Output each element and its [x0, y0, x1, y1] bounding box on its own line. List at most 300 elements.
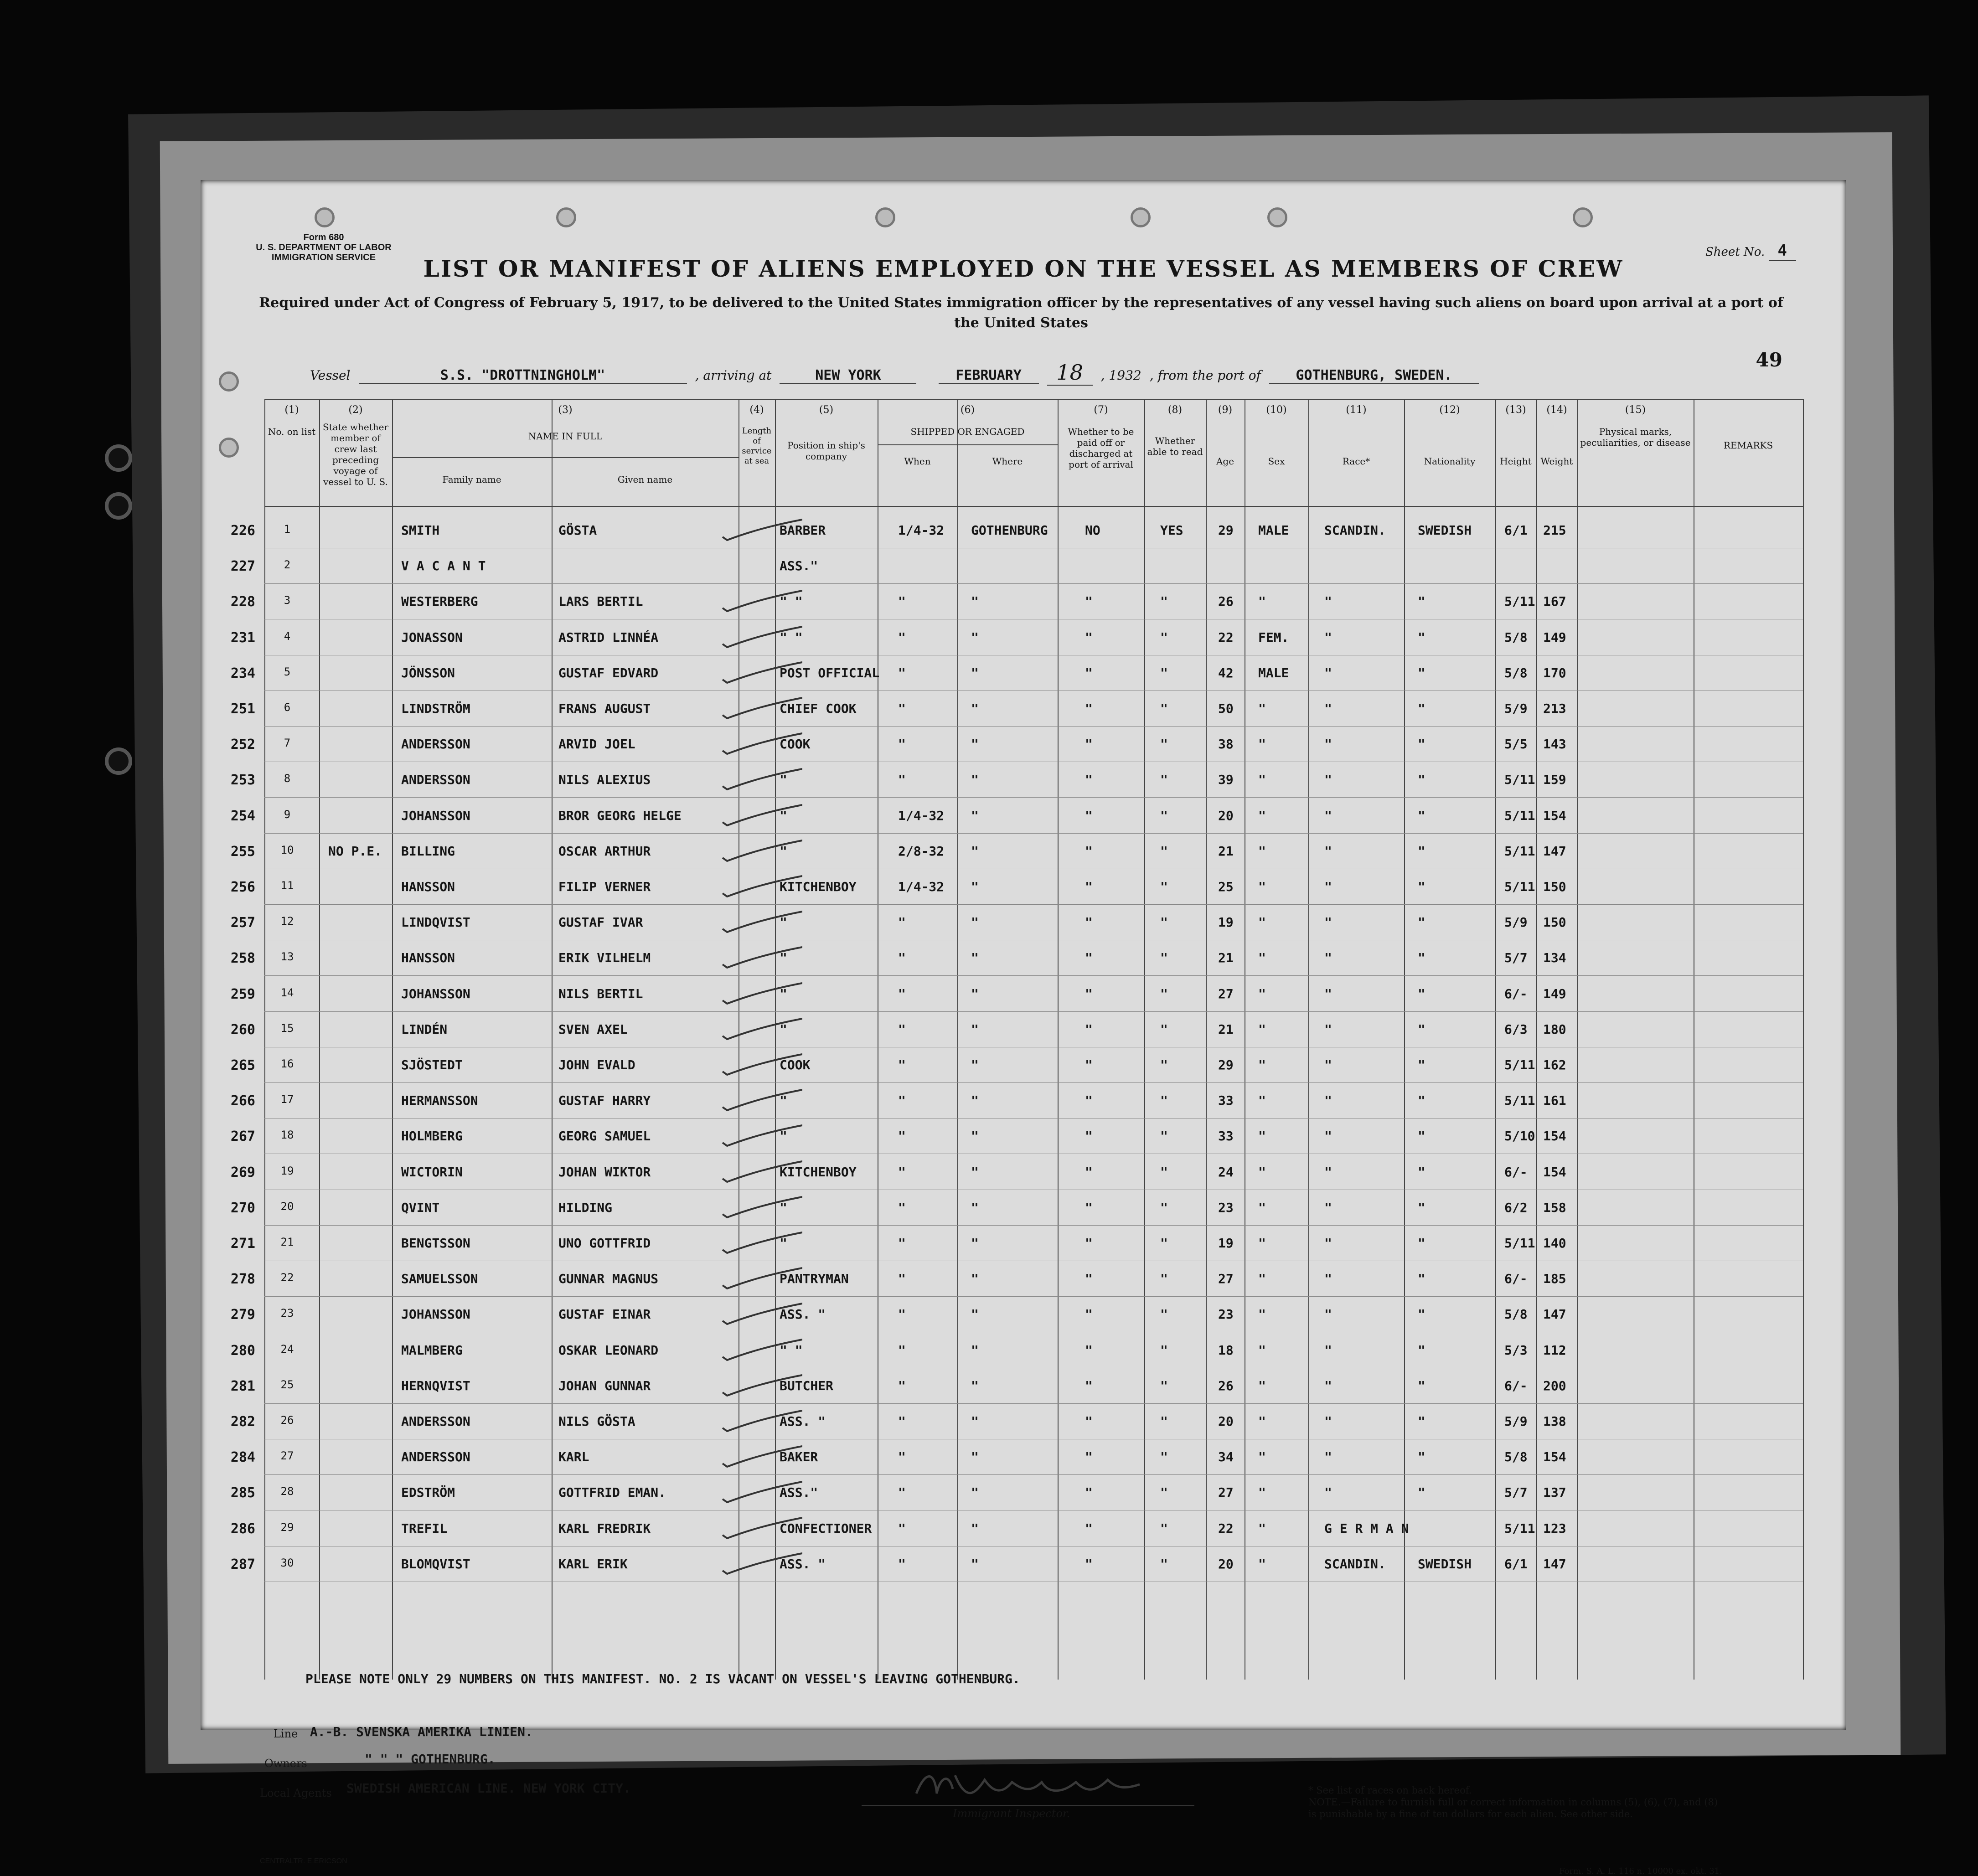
shipped-when: " — [898, 1414, 906, 1429]
shipped-where: " — [971, 1520, 979, 1536]
header-family-name: Family name — [442, 474, 501, 485]
shipped-where: " — [971, 1057, 979, 1072]
nationality: " — [1418, 915, 1425, 930]
paid-off: " — [1085, 1200, 1093, 1215]
sex: " — [1258, 915, 1266, 930]
position: ASS." — [780, 1485, 818, 1500]
race: " — [1324, 701, 1332, 716]
position: " " — [780, 594, 803, 609]
given-name: NILS ALEXIUS — [558, 772, 651, 788]
arrival-month: FEBRUARY — [939, 367, 1039, 384]
able-to-read: " — [1160, 665, 1168, 680]
shipped-when: " — [898, 1307, 906, 1322]
family-name: ANDERSSON — [401, 772, 470, 788]
table-row — [230, 869, 1803, 905]
table-row — [230, 1118, 1803, 1154]
given-name: JOHAN GUNNAR — [558, 1378, 651, 1393]
shipped-where: " — [971, 1236, 979, 1251]
family-name: HANSSON — [401, 879, 455, 894]
paid-off: " — [1085, 1307, 1093, 1322]
service-check-mark — [720, 730, 802, 755]
family-name: ANDERSSON — [401, 1449, 470, 1465]
family-name: V A C A N T — [401, 558, 486, 574]
list-number: 17 — [280, 1093, 294, 1106]
department: U. S. DEPARTMENT OF LABOR — [256, 242, 392, 253]
shipped-where: " — [971, 1342, 979, 1358]
sex: " — [1258, 1378, 1266, 1393]
position: " — [780, 772, 787, 788]
table-row — [230, 1404, 1803, 1439]
nationality: SWEDISH — [1418, 1556, 1472, 1572]
col-number: (4) — [749, 404, 764, 416]
departure-port: GOTHENBURG, SWEDEN. — [1269, 367, 1479, 384]
shipped-where: " — [971, 1449, 979, 1465]
list-number: 1 — [284, 523, 291, 536]
list-number: 26 — [280, 1414, 294, 1427]
race: " — [1324, 950, 1332, 966]
weight: 149 — [1543, 986, 1566, 1001]
race: " — [1324, 1342, 1332, 1358]
age: 42 — [1218, 665, 1234, 680]
race: " — [1324, 1200, 1332, 1215]
shipped-when: " — [898, 1449, 906, 1465]
age: 25 — [1218, 879, 1234, 894]
header-previous-voyage: State whether member of crew last preceding voyage of vessel to U. S. — [322, 422, 389, 487]
header-given-name: Given name — [617, 474, 673, 485]
shipped-when: " — [898, 772, 906, 788]
given-name: KARL ERIK — [558, 1556, 628, 1572]
arrival-port: NEW YORK — [780, 367, 916, 384]
paid-off: " — [1085, 1556, 1093, 1572]
line-number: 271 — [230, 1236, 255, 1252]
list-number: 25 — [280, 1378, 294, 1391]
race: " — [1324, 1307, 1332, 1322]
nationality: " — [1418, 843, 1425, 859]
list-number: 5 — [284, 665, 291, 678]
height: 5/11 — [1504, 879, 1535, 894]
service-check-mark — [720, 659, 802, 684]
line-number: 270 — [230, 1200, 255, 1216]
family-name: ANDERSSON — [401, 737, 470, 752]
age: 39 — [1218, 772, 1234, 788]
sex: " — [1258, 808, 1266, 823]
age: 34 — [1218, 1449, 1234, 1465]
penalty-note: NOTE.—Failure to furnish full or correct information in columns (5), (6), (7), and (8) is punishable by a fine of ten dollars for each alien. See other side. — [1308, 1797, 1718, 1819]
family-name: HERNQVIST — [401, 1378, 470, 1393]
paid-off: " — [1085, 1129, 1093, 1144]
race: " — [1324, 986, 1332, 1001]
age: 29 — [1218, 1057, 1234, 1072]
family-name: BILLING — [401, 843, 455, 859]
age: 21 — [1218, 843, 1234, 859]
list-number: 14 — [280, 986, 294, 999]
given-name: ERIK VILHELM — [558, 950, 651, 966]
able-to-read: " — [1160, 1164, 1168, 1180]
age: 26 — [1218, 1378, 1234, 1393]
position: " — [780, 1129, 787, 1144]
given-name: SVEN AXEL — [558, 1021, 628, 1037]
paid-off: " — [1085, 843, 1093, 859]
shipped-when: " — [898, 950, 906, 966]
paid-off: " — [1085, 1449, 1093, 1465]
service-check-mark — [720, 1550, 802, 1575]
header-when: When — [904, 456, 931, 467]
arrival-day: 18 — [1047, 360, 1093, 386]
race: " — [1324, 665, 1332, 680]
shipped-when: " — [898, 1378, 906, 1393]
given-name: BROR GEORG HELGE — [558, 808, 682, 823]
age: 19 — [1218, 1236, 1234, 1251]
position: " — [780, 1021, 787, 1037]
nationality: " — [1418, 701, 1425, 716]
paid-off: " — [1085, 1021, 1093, 1037]
given-name: ARVID JOEL — [558, 737, 635, 752]
age: 26 — [1218, 594, 1234, 609]
height: 5/11 — [1504, 843, 1535, 859]
line-number: 256 — [230, 879, 255, 895]
paid-off: " — [1085, 701, 1093, 716]
col-number: (6) — [960, 404, 975, 416]
position: BARBER — [780, 523, 826, 538]
given-name: UNO GOTTFRID — [558, 1236, 651, 1251]
family-name: JOHANSSON — [401, 808, 470, 823]
able-to-read: " — [1160, 629, 1168, 645]
family-name: EDSTRÖM — [401, 1485, 455, 1500]
shipped-where: " — [971, 1485, 979, 1500]
age: 21 — [1218, 950, 1234, 966]
list-number: 18 — [280, 1129, 294, 1142]
height: 5/7 — [1504, 1485, 1528, 1500]
height: 5/8 — [1504, 1449, 1528, 1465]
nationality: " — [1418, 1236, 1425, 1251]
height: 5/11 — [1504, 1057, 1535, 1072]
list-number: 28 — [280, 1485, 294, 1498]
service: IMMIGRATION SERVICE — [271, 253, 376, 263]
given-name: GÖSTA — [558, 523, 597, 538]
weight: 149 — [1543, 629, 1566, 645]
header-able-to-read: Whether able to read — [1147, 435, 1203, 457]
list-number: 22 — [280, 1271, 294, 1284]
given-name: KARL FREDRIK — [558, 1520, 651, 1536]
sex: " — [1258, 1449, 1266, 1465]
height: 6/3 — [1504, 1021, 1528, 1037]
weight: 200 — [1543, 1378, 1566, 1393]
sex: " — [1258, 1485, 1266, 1500]
able-to-read: " — [1160, 737, 1168, 752]
line-number: 257 — [230, 915, 255, 931]
race-footnote: * See list of races on back hereof. — [1308, 1785, 1472, 1796]
line-number: 266 — [230, 1093, 255, 1109]
line-number: 269 — [230, 1164, 255, 1180]
line-number: 282 — [230, 1414, 255, 1430]
race: " — [1324, 1021, 1332, 1037]
weight: 167 — [1543, 594, 1566, 609]
table-rule — [1803, 399, 1804, 1680]
age: 19 — [1218, 915, 1234, 930]
col-number: (9) — [1218, 404, 1233, 416]
header-sex: Sex — [1268, 456, 1285, 467]
shipped-when: " — [898, 915, 906, 930]
from-label: , from the port of — [1149, 368, 1261, 383]
paid-off: " — [1085, 986, 1093, 1001]
list-number: 24 — [280, 1342, 294, 1355]
manifest-note: PLEASE NOTE ONLY 29 NUMBERS ON THIS MANIFEST. NO. 2 IS VACANT ON VESSEL'S LEAVING GOTHENBURG. — [305, 1671, 1020, 1686]
service-check-mark — [720, 837, 802, 862]
height: 5/11 — [1504, 1520, 1535, 1536]
position: ASS. " — [780, 1414, 826, 1429]
table-row — [230, 1368, 1803, 1404]
able-to-read: " — [1160, 950, 1168, 966]
nationality: SWEDISH — [1418, 523, 1472, 538]
shipped-when: " — [898, 737, 906, 752]
family-name: BLOMQVIST — [401, 1556, 470, 1572]
nationality: " — [1418, 1164, 1425, 1180]
paid-off: " — [1085, 594, 1093, 609]
age: 21 — [1218, 1021, 1234, 1037]
height: 6/- — [1504, 1271, 1528, 1287]
age: 22 — [1218, 629, 1234, 645]
given-name: NILS GÖSTA — [558, 1414, 635, 1429]
height: 5/11 — [1504, 772, 1535, 788]
service-check-mark — [720, 1229, 802, 1254]
sex: " — [1258, 737, 1266, 752]
table-rule — [264, 506, 1803, 507]
position: KITCHENBOY — [780, 1164, 857, 1180]
position: ASS. " — [780, 1556, 826, 1572]
race: " — [1324, 843, 1332, 859]
nationality: " — [1418, 986, 1425, 1001]
line-number: 255 — [230, 843, 255, 860]
position: " — [780, 1236, 787, 1251]
table-row — [230, 834, 1803, 869]
table-row — [230, 513, 1803, 548]
sex: " — [1258, 1556, 1266, 1572]
race: " — [1324, 1449, 1332, 1465]
age: 27 — [1218, 1271, 1234, 1287]
paid-off: NO — [1085, 523, 1100, 538]
line-number: 234 — [230, 665, 255, 681]
sex: " — [1258, 701, 1266, 716]
position: " " — [780, 629, 803, 645]
nationality: " — [1418, 1414, 1425, 1429]
service-check-mark — [720, 1087, 802, 1112]
shipped-where: " — [971, 1307, 979, 1322]
able-to-read: " — [1160, 701, 1168, 716]
sex: " — [1258, 1057, 1266, 1072]
race: " — [1324, 808, 1332, 823]
service-check-mark — [720, 1336, 802, 1361]
line-label: Line — [274, 1727, 298, 1740]
height: 5/9 — [1504, 701, 1528, 716]
shipped-where: " — [971, 808, 979, 823]
sex: " — [1258, 1129, 1266, 1144]
race: " — [1324, 1378, 1332, 1393]
able-to-read: " — [1160, 1093, 1168, 1108]
family-name: SMITH — [401, 523, 440, 538]
nationality: " — [1418, 1057, 1425, 1072]
agents-label: Local Agents — [260, 1787, 332, 1799]
height: 5/11 — [1504, 1093, 1535, 1108]
list-number: 3 — [284, 594, 291, 607]
col-number: (5) — [819, 404, 834, 416]
family-name: TREFIL — [401, 1520, 448, 1536]
shipped-where: " — [971, 1271, 979, 1287]
service-check-mark — [720, 944, 802, 969]
height: 6/- — [1504, 1378, 1528, 1393]
punch-hole — [219, 438, 239, 458]
sex: " — [1258, 986, 1266, 1001]
binder-hole — [105, 492, 132, 520]
list-number: 27 — [280, 1449, 294, 1463]
race: " — [1324, 915, 1332, 930]
age: 23 — [1218, 1307, 1234, 1322]
line-number: 265 — [230, 1057, 255, 1073]
list-number: 8 — [284, 772, 291, 785]
age: 33 — [1218, 1093, 1234, 1108]
position: " — [780, 986, 787, 1001]
header-nationality: Nationality — [1424, 456, 1476, 467]
position: " — [780, 843, 787, 859]
table-row — [230, 798, 1803, 834]
list-number: 4 — [284, 629, 291, 643]
shipped-where: " — [971, 772, 979, 788]
sex: " — [1258, 1342, 1266, 1358]
shipped-where: " — [971, 1129, 979, 1144]
shipped-when: " — [898, 1093, 906, 1108]
position: CHIEF COOK — [780, 701, 857, 716]
list-number: 16 — [280, 1057, 294, 1070]
list-number: 13 — [280, 950, 294, 964]
family-name: ANDERSSON — [401, 1414, 470, 1429]
weight: 123 — [1543, 1520, 1566, 1536]
shipped-when: 1/4-32 — [898, 523, 945, 538]
able-to-read: " — [1160, 1200, 1168, 1215]
header-shipped-engaged: SHIPPED OR ENGAGED — [910, 426, 1025, 437]
list-number: 2 — [284, 558, 291, 572]
sex: " — [1258, 1021, 1266, 1037]
owners-label: Owners — [264, 1757, 307, 1770]
weight: 150 — [1543, 915, 1566, 930]
shipped-when: " — [898, 1236, 906, 1251]
previous-voyage: NO P.E. — [328, 843, 382, 859]
given-name: GOTTFRID EMAN. — [558, 1485, 666, 1500]
paid-off: " — [1085, 1520, 1093, 1536]
paid-off: " — [1085, 1271, 1093, 1287]
header-where: Where — [992, 456, 1023, 467]
paid-off: " — [1085, 665, 1093, 680]
sex: " — [1258, 594, 1266, 609]
agents-value: SWEDISH AMERICAN LINE. NEW YORK CITY. — [346, 1781, 631, 1796]
service-check-mark — [720, 1372, 802, 1397]
shipped-when: 2/8-32 — [898, 843, 945, 859]
position: COOK — [780, 737, 811, 752]
age: 27 — [1218, 986, 1234, 1001]
given-name: GUNNAR MAGNUS — [558, 1271, 659, 1287]
crew-table — [230, 399, 1803, 1680]
sex: " — [1258, 772, 1266, 788]
table-rule — [264, 399, 1803, 400]
able-to-read: " — [1160, 879, 1168, 894]
arriving-label: , arriving at — [695, 368, 772, 383]
weight: 154 — [1543, 1449, 1566, 1465]
given-name: LARS BERTIL — [558, 594, 643, 609]
paid-off: " — [1085, 1057, 1093, 1072]
list-number: 21 — [280, 1236, 294, 1248]
service-check-mark — [720, 908, 802, 933]
header-length-of-service: Length of service at sea — [742, 426, 772, 466]
family-name: LINDQVIST — [401, 915, 470, 930]
paid-off: " — [1085, 1414, 1093, 1429]
family-name: QVINT — [401, 1200, 440, 1215]
service-check-mark — [720, 516, 802, 541]
shipped-when: " — [898, 629, 906, 645]
list-number: 9 — [284, 808, 291, 821]
weight: 161 — [1543, 1093, 1566, 1108]
position: BUTCHER — [780, 1378, 834, 1393]
vessel-name: S.S. "DROTTNINGHOLM" — [359, 367, 687, 384]
shipped-where: " — [971, 1164, 979, 1180]
table-row — [230, 1546, 1803, 1582]
line-number: 267 — [230, 1129, 255, 1145]
height: 5/9 — [1504, 1414, 1528, 1429]
race: " — [1324, 1414, 1332, 1429]
line-number: 226 — [230, 523, 255, 539]
height: 6/- — [1504, 1164, 1528, 1180]
table-row — [230, 1475, 1803, 1510]
age: 20 — [1218, 1414, 1234, 1429]
nationality: " — [1418, 808, 1425, 823]
paid-off: " — [1085, 1485, 1093, 1500]
family-name: JOHANSSON — [401, 986, 470, 1001]
able-to-read: " — [1160, 915, 1168, 930]
table-row — [230, 1083, 1803, 1118]
binder-hole — [105, 444, 132, 472]
able-to-read: " — [1160, 1271, 1168, 1287]
sex: " — [1258, 1271, 1266, 1287]
position: " — [780, 808, 787, 823]
sex: MALE — [1258, 523, 1289, 538]
paid-off: " — [1085, 808, 1093, 823]
race: " — [1324, 1129, 1332, 1144]
age: 38 — [1218, 737, 1234, 752]
age: 24 — [1218, 1164, 1234, 1180]
line-number: 286 — [230, 1520, 255, 1537]
header-no-on-list: No. on list — [268, 426, 316, 437]
paid-off: " — [1085, 1236, 1093, 1251]
line-number: 253 — [230, 772, 255, 789]
weight: 154 — [1543, 808, 1566, 823]
able-to-read: " — [1160, 808, 1168, 823]
race: " — [1324, 772, 1332, 788]
given-name: GUSTAF IVAR — [558, 915, 643, 930]
height: 6/2 — [1504, 1200, 1528, 1215]
sex: " — [1258, 1200, 1266, 1215]
family-name: JÖNSSON — [401, 665, 455, 680]
punch-hole — [219, 371, 239, 392]
punch-hole — [1573, 207, 1593, 227]
age: 27 — [1218, 1485, 1234, 1500]
height: 5/9 — [1504, 915, 1528, 930]
weight: 213 — [1543, 701, 1566, 716]
family-name: HOLMBERG — [401, 1129, 463, 1144]
shipped-where: " — [971, 915, 979, 930]
table-row — [230, 1190, 1803, 1226]
sex: " — [1258, 1164, 1266, 1180]
page-subtitle: Required under Act of Congress of February 5, 1917, to be delivered to the United States immigration officer by the representatives of any vessel having such aliens on board upon arrival at a port of the United States — [259, 295, 1783, 331]
family-name: SJÖSTEDT — [401, 1057, 463, 1072]
weight: 154 — [1543, 1164, 1566, 1180]
able-to-read: " — [1160, 772, 1168, 788]
